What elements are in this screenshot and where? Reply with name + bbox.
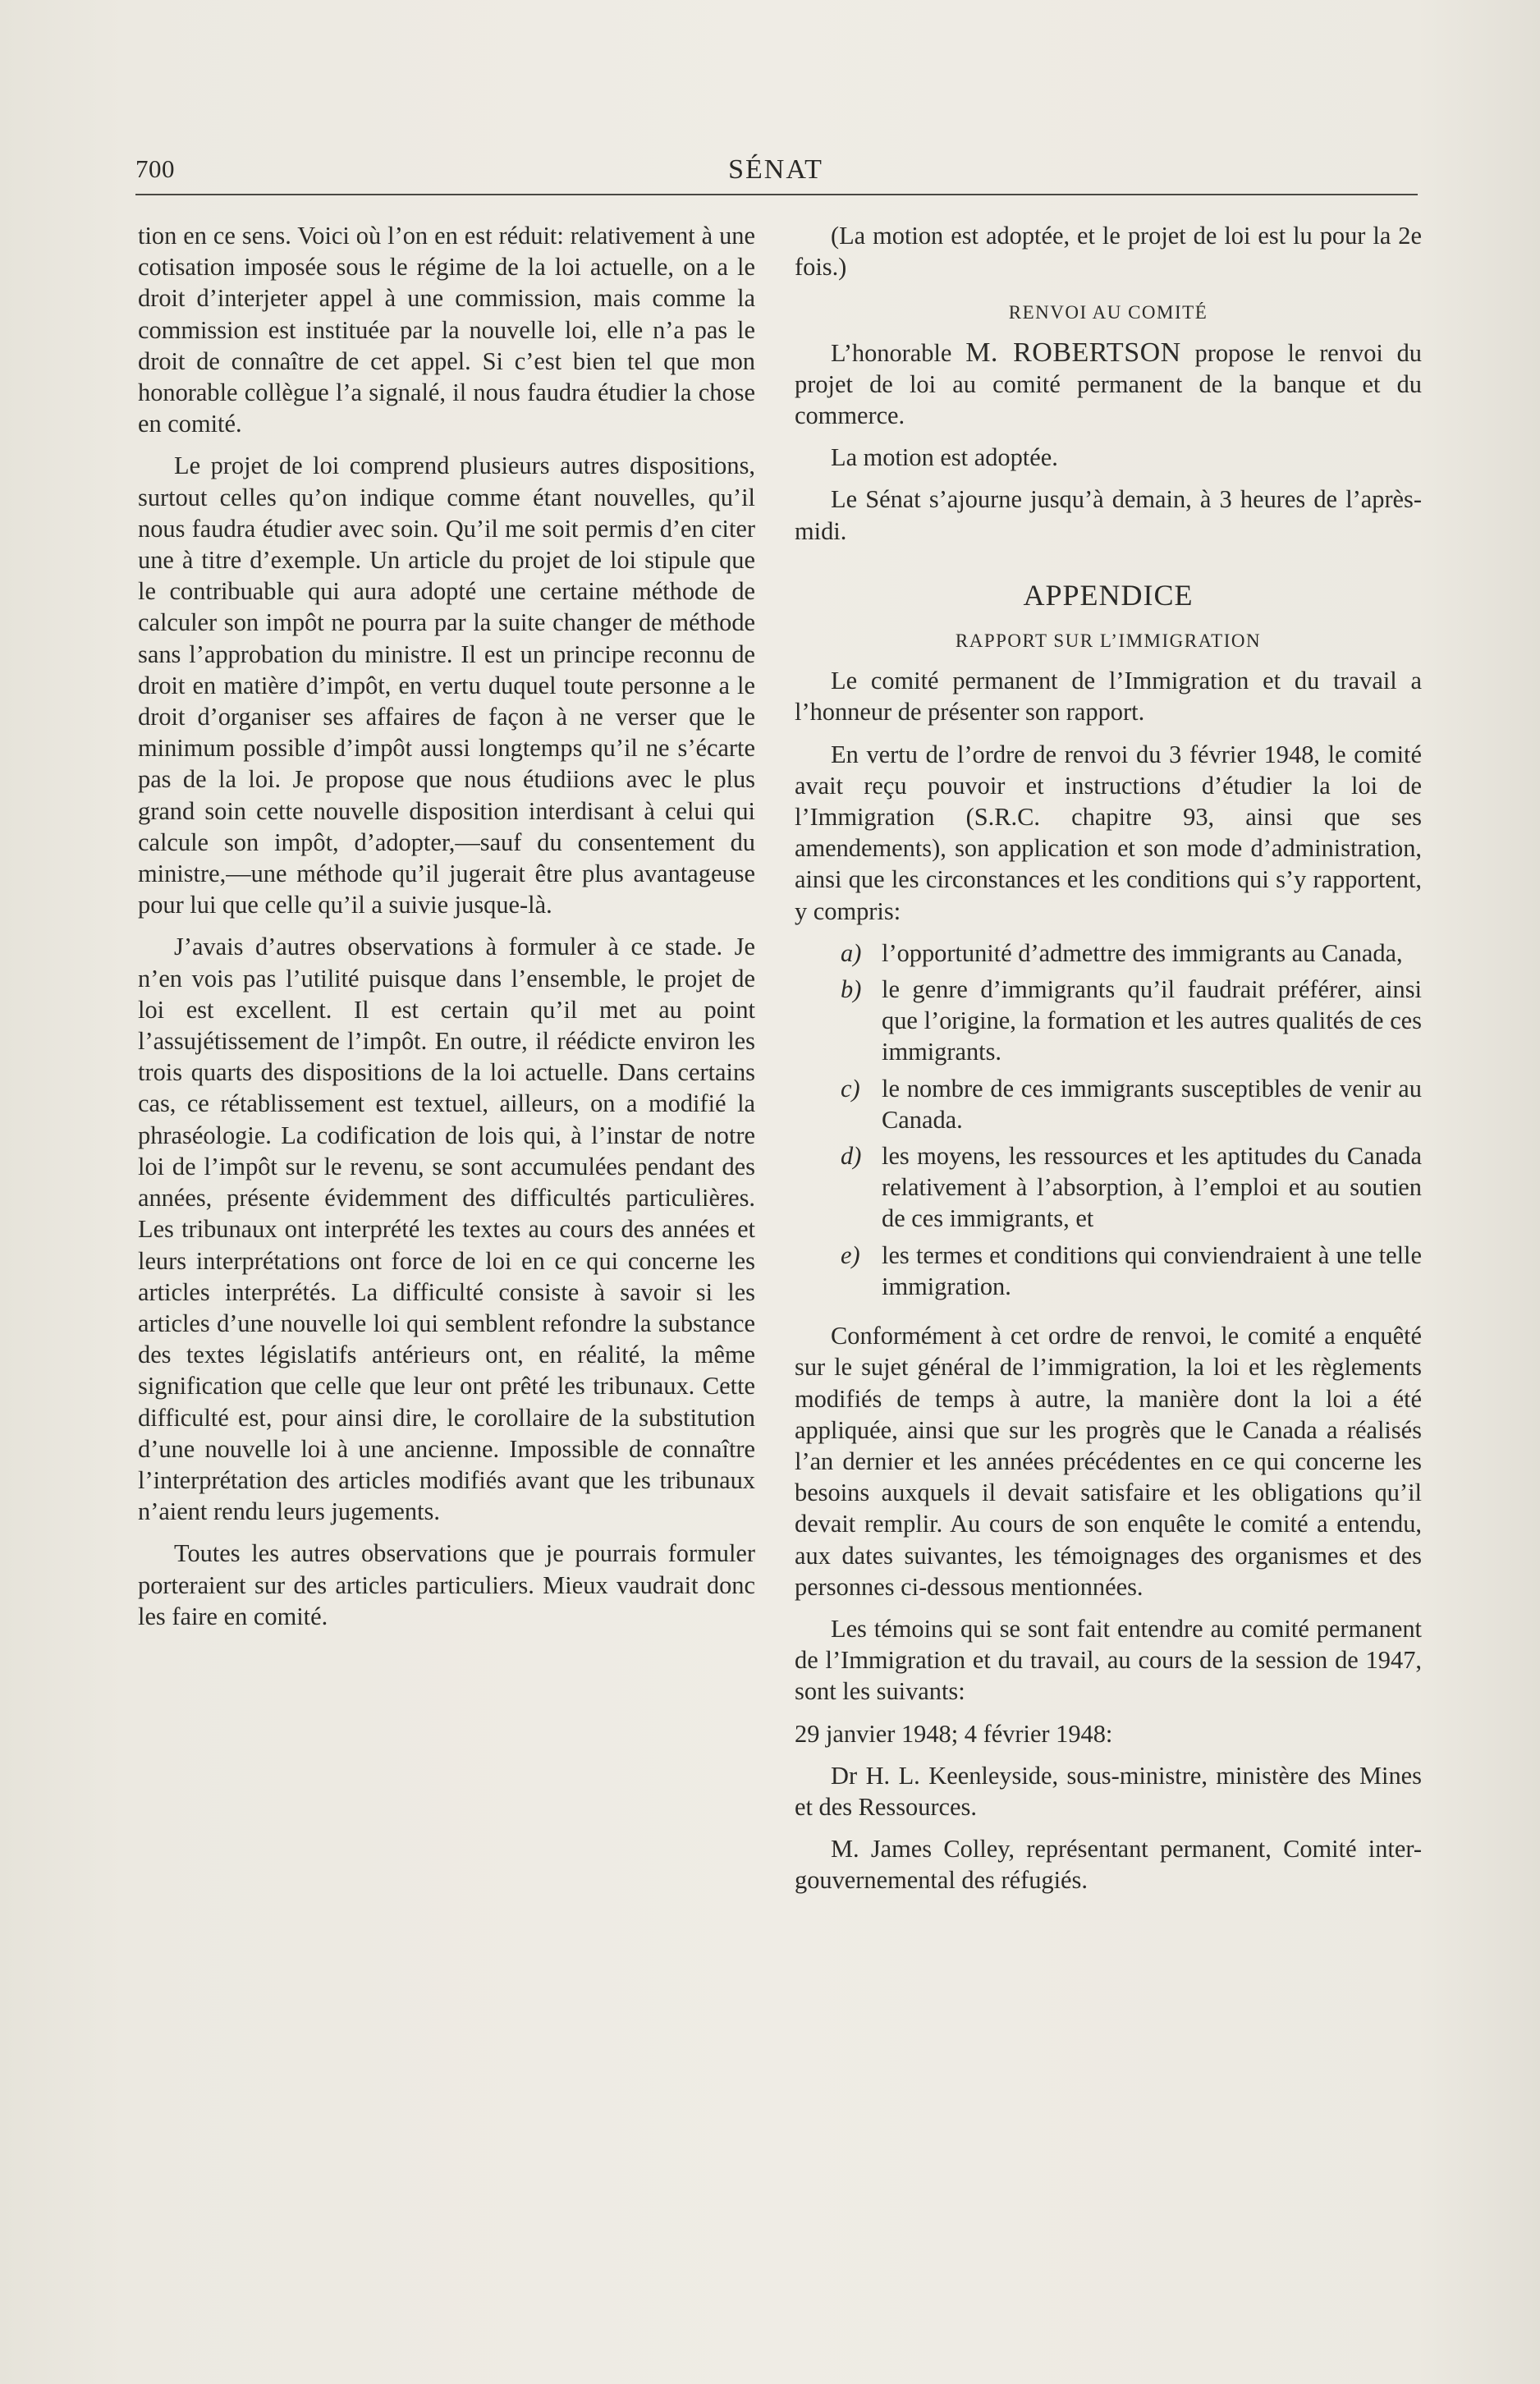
list-marker: e) <box>841 1240 860 1269</box>
referral-paragraph <box>795 337 1422 432</box>
header-rule <box>135 194 1418 195</box>
page-header <box>135 154 1416 195</box>
motion-adopted-note: (La motion est adoptée, et le projet de loi est lu pour la 2e fois.) <box>795 222 1422 282</box>
left-paragraph-2: Le projet de loi comprend plusieurs autres dispositions, surtout celles qu’on indique comme étant nouvelles, qu’il nous faudra étudier avec soin. Qu’il me soit permis d’en citer une à titre d’exemple. Un article du projet de loi stipule que le contribuable qui aura adopté une certaine méthode de calculer son impôt ne pourra par la suite changer de méthode sans l’approbation du ministre. Il est un principe reconnu de droit en matière d’impôt, en vertu duquel toute personne a le droit d’organiser ses affaires de façon à ne verser que le minimum possible d’impôt aussi longtemps qu’il ne s’écarte pas de la loi. Je propose que nous étudiions avec le plus grand soin cette nouvelle disposition interdisant à celui qui calcule son impôt, d’adopter,—sauf du consentement du ministre,—une méthode qu’il jugerait être plus avantageuse pour lui que celle qu’il a suivie jusque-là. <box>138 452 755 919</box>
senator-name: M. ROBERTSON <box>965 337 1181 368</box>
list-item <box>795 1240 1422 1302</box>
referral-heading: RENVOI AU COMITÉ <box>1008 302 1208 323</box>
list-marker: c) <box>841 1074 860 1103</box>
running-head: SÉNAT <box>728 154 823 185</box>
list-item-text: les moyens, les ressources et les aptitudes du Canada relativement à l’absorption, à l’emploi et au soutien de ces immigrants, et <box>882 1142 1422 1233</box>
referral-suffix: propose le renvoi du projet de loi au comité permanent de la banque et du commerce. <box>795 338 1422 430</box>
referral-prefix: L’honorable <box>831 338 952 367</box>
list-marker: d) <box>841 1142 862 1171</box>
list-item <box>795 974 1422 1068</box>
list-marker: b) <box>841 975 862 1004</box>
list-item-text: le genre d’immigrants qu’il faudrait préférer, ainsi que l’origine, la formation et les autres qualités de ces immigrants. <box>882 975 1422 1066</box>
witness-colley: M. James Colley, représentant permanent, Comité inter-gouvernemental des réfugiés. <box>795 1835 1422 1895</box>
appendix-title: APPENDICE <box>1023 578 1194 612</box>
conformity-paragraph: Conformément à cet ordre de renvoi, le comité a enquêté sur le sujet général de l’immigration, la loi et les règlements modifiés de temps à autre, la manière dont la loi a été appliquée, ainsi que sur les progrès que le Canada a réalisés l’an dernier et les années précédentes en ce qui concerne les besoins auxquels il devait satisfaire et les obligations qu’il devait remplir. Au cours de son enquête le comité a entendu, aux dates suivantes, les témoignages des organismes et des personnes ci-dessous mentionnées. <box>795 1322 1422 1601</box>
list-item-text: l’opportunité d’admettre des immigrants au Canada, <box>882 938 1403 967</box>
list-item-text: le nombre de ces immigrants susceptibles de venir au Canada. <box>882 1074 1422 1134</box>
witness-keenleyside: Dr H. L. Keenleyside, sous-ministre, ministère des Mines et des Ressources. <box>795 1761 1422 1821</box>
list-item <box>795 938 1422 969</box>
left-paragraph-3: J’avais d’autres observations à formuler à ce stade. Je n’en vois pas l’utilité puisque dans l’ensemble, le projet de loi est excellent. Il est certain qu’il met au point l’assujétissement de l’impôt. En outre, il réédicte environ les trois quarts des dispositions de la loi actuelle. Dans certains cas, ce rétablissement est textuel, ailleurs, on a modifié la phraséologie. La codification de lois qui, à l’instar de notre loi de l’impôt sur le revenu, se sont accumulées pendant des années, présente évidemment des difficultés particulières. Les tribunaux ont interprété les textes au cours des années et leurs interprétations ont force de loi en ce qui concerne les articles interprétés. La difficulté consiste à savoir si les articles d’une nouvelle loi qui semblent refondre la substance des textes législatifs antérieurs ont, en réalité, la même signification que celle que leur ont prêté les tribunaux. Cette difficulté est, pour ainsi dire, le corollaire de la substitution d’une nouvelle loi à une ancienne. Impossible de connaître l’interprétation des articles modifiés avant que les tribunaux n’aient rendu leurs jugements. <box>138 933 755 1526</box>
list-item-text: les termes et conditions qui conviendraient à une telle immigration. <box>882 1240 1422 1300</box>
witnesses-paragraph: Les témoins qui se sont fait entendre au comité permanent de l’Immigration et du travail, au cours de la session de 1947, sont les suivants: <box>795 1614 1422 1706</box>
report-heading: RAPPORT SUR L’IMMIGRATION <box>955 630 1262 652</box>
list-item <box>795 1073 1422 1135</box>
page-number: 700 <box>135 154 175 183</box>
list-item <box>795 1140 1422 1235</box>
order-paragraph: En vertu de l’ordre de renvoi du 3 février 1948, le comité avait reçu pouvoir et instructions d’étudier la loi de l’Immigration (S.R.C. chapitre 93, ainsi que ses amendements), son application et son mode d’administration, ainsi que les circonstances et les conditions qui s’y rapportent, y compris: <box>795 740 1422 925</box>
left-paragraph-1: tion en ce sens. Voici où l’on en est réduit: relativement à une cotisation imposée sous le régime de la loi actuelle, on a le droit d’interjeter appel à une commission, mais comme la commission est instituée par la nouvelle loi, elle n’a pas le droit de connaître de cet appel. Si c’est bien tel que mon honorable collègue l’a signalé, il nous faudra étudier la chose en comité. <box>138 222 755 438</box>
left-paragraph-4: Toutes les autres observations que je pourrais formuler porteraient sur des articles particuliers. Mieux vaudrait donc les faire en comité. <box>138 1539 755 1630</box>
left-column <box>138 220 755 1643</box>
list-marker: a) <box>841 938 862 967</box>
hearing-dates: 29 janvier 1948; 4 février 1948: <box>795 1719 1113 1748</box>
motion-adopted-2: La motion est adoptée. <box>831 443 1058 472</box>
adjournment-paragraph: Le Sénat s’ajourne jusqu’à demain, à 3 heures de l’après-midi. <box>795 485 1422 545</box>
right-column <box>795 220 1422 1907</box>
report-intro: Le comité permanent de l’Immigration et du travail a l’honneur de présenter son rapport. <box>795 667 1422 727</box>
